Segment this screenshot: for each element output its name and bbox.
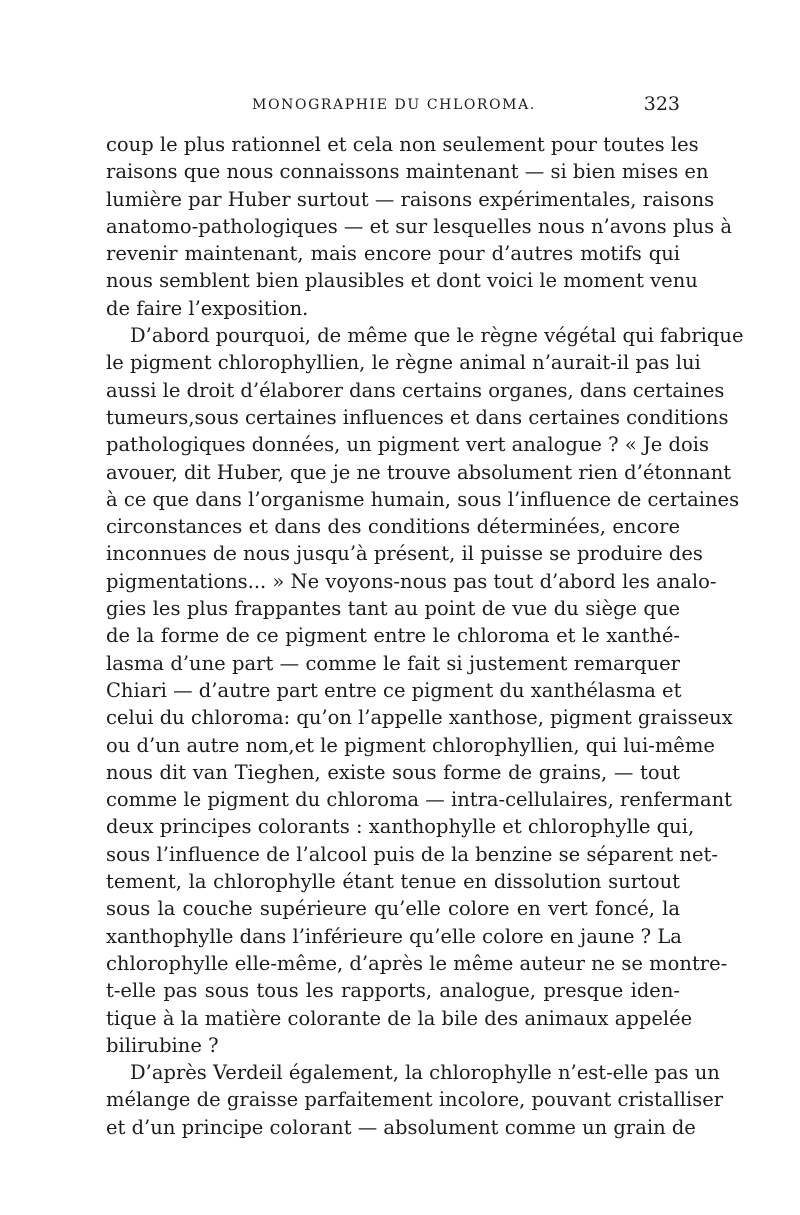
running-title: MONOGRAPHIE DU CHLOROMA. bbox=[252, 97, 536, 113]
paragraph bbox=[106, 131, 732, 322]
text-line: pigmentations... » Ne voyons-nous pas tout d’abord les analo- bbox=[106, 569, 717, 593]
text-line: sous l’influence de l’alcool puis de la benzine se séparent net- bbox=[106, 842, 718, 866]
text-line: revenir maintenant, mais encore pour d’autres motifs qui bbox=[106, 242, 680, 266]
text-line: aussi le droit d’élaborer dans certains organes, dans certaines bbox=[106, 378, 725, 402]
text-line: D’abord pourquoi, de même que le règne végétal qui fabrique bbox=[130, 324, 744, 348]
text-line: inconnues de nous jusqu’à présent, il puisse se produire des bbox=[106, 542, 703, 566]
text-line: celui du chloroma: qu’on l’appelle xanthose, pigment graisseux bbox=[106, 706, 733, 730]
text-line: raisons que nous connaissons maintenant — si bien mises en bbox=[106, 160, 709, 184]
page-header bbox=[108, 93, 680, 121]
text-line: comme le pigment du chloroma — intra-cellulaires, renfermant bbox=[106, 788, 732, 812]
text-line: xanthophylle dans l’inférieure qu’elle colore en jaune ? La bbox=[106, 924, 682, 948]
text-line: le pigment chlorophyllien, le règne animal n’aurait-il pas lui bbox=[106, 351, 701, 375]
text-line: D’après Verdeil également, la chlorophylle n’est-elle pas un bbox=[130, 1061, 720, 1085]
text-line: tumeurs,sous certaines influences et dans certaines conditions bbox=[106, 405, 729, 429]
text-line: tique à la matière colorante de la bile des animaux appelée bbox=[106, 1006, 693, 1030]
text-line: pathologiques données, un pigment vert analogue ? « Je dois bbox=[106, 433, 709, 457]
text-line: deux principes colorants : xanthophylle et chlorophylle qui, bbox=[106, 815, 695, 839]
text-line: coup le plus rationnel et cela non seulement pour toutes les bbox=[106, 133, 699, 156]
text-line: nous dit van Tieghen, existe sous forme de grains, — tout bbox=[106, 760, 680, 784]
paragraph bbox=[106, 322, 744, 1059]
page-number: 323 bbox=[643, 93, 680, 115]
text-line: bilirubine ? bbox=[106, 1033, 219, 1057]
text-line: et d’un principe colorant — absolument comme un grain de bbox=[106, 1115, 696, 1139]
text-line: t-elle pas sous tous les rapports, analogue, presque iden- bbox=[106, 979, 680, 1003]
paragraph bbox=[106, 1059, 724, 1141]
text-line: avouer, dit Huber, que je ne trouve absolument rien d’étonnant bbox=[106, 460, 732, 484]
text-line: anatomo-pathologiques — et sur lesquelles nous n’avons plus à bbox=[106, 214, 732, 238]
text-line: nous semblent bien plausibles et dont voici le moment venu bbox=[106, 269, 698, 293]
text-line: de faire l’exposition. bbox=[106, 296, 309, 320]
body-text bbox=[106, 131, 744, 1141]
text-line: de la forme de ce pigment entre le chloroma et le xanthé- bbox=[106, 624, 680, 648]
text-line: gies les plus frappantes tant au point de vue du siège que bbox=[106, 597, 680, 621]
text-line: mélange de graisse parfaitement incolore, pouvant cristalliser bbox=[106, 1088, 724, 1112]
text-line: lasma d’une part — comme le fait si justement remarquer bbox=[106, 651, 680, 675]
text-line: chlorophylle elle-même, d’après le même auteur ne se montre- bbox=[106, 951, 728, 975]
text-line: lumière par Huber surtout — raisons expérimentales, raisons bbox=[106, 187, 715, 211]
text-line: circonstances et dans des conditions déterminées, encore bbox=[106, 515, 680, 539]
text-line: à ce que dans l’organisme humain, sous l’influence de certaines bbox=[106, 487, 740, 511]
text-line: tement, la chlorophylle étant tenue en dissolution surtout bbox=[106, 870, 680, 894]
text-line: sous la couche supérieure qu’elle colore en vert foncé, la bbox=[106, 897, 680, 921]
text-line: ou d’un autre nom,et le pigment chlorophyllien, qui lui-même bbox=[106, 733, 715, 757]
text-line: Chiari — d’autre part entre ce pigment du xanthélasma et bbox=[106, 678, 682, 702]
